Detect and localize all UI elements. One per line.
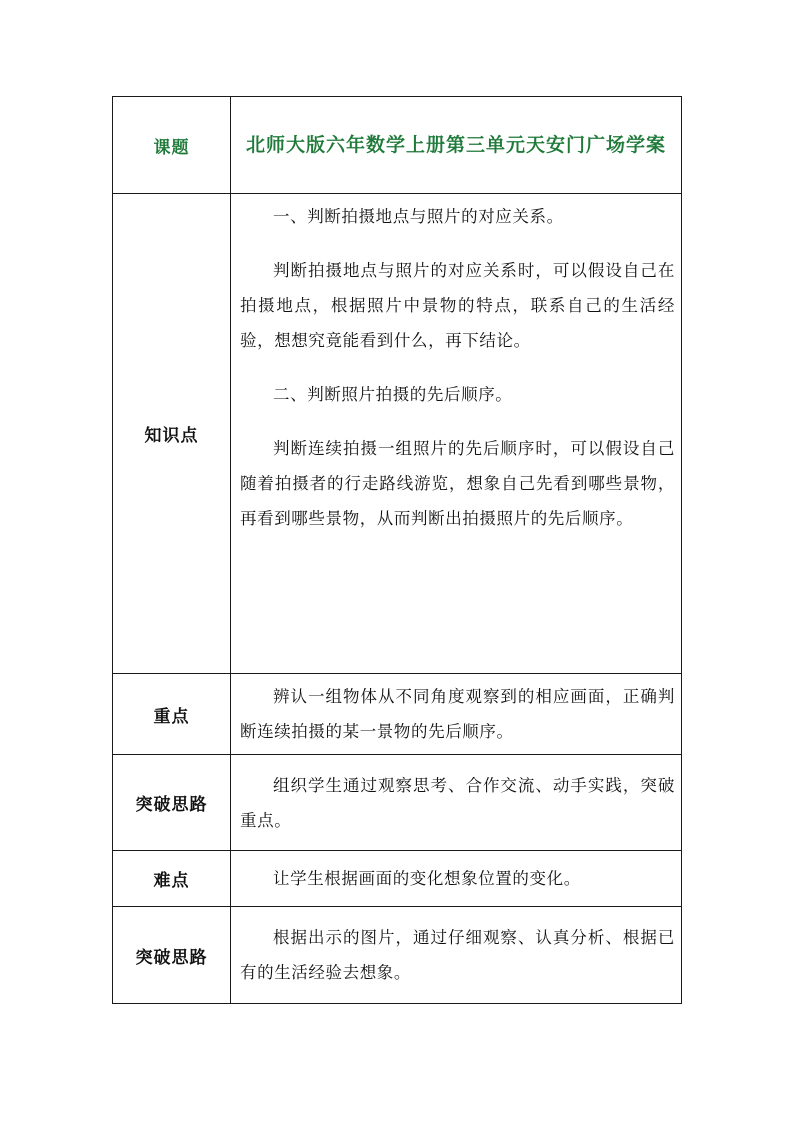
- row-key-point: [113, 674, 682, 755]
- row-key-approach: [113, 755, 682, 851]
- key-point-text: 辨认一组物体从不同角度观察到的相应画面，正确判断连续拍摄的某一景物的先后顺序。: [240, 687, 675, 741]
- key-approach-content: [231, 755, 682, 851]
- difficulty-approach-label: 突破思路: [113, 907, 231, 1004]
- lesson-title: 北师大版六年数学上册第三单元天安门广场学案: [231, 97, 682, 194]
- row-difficulty-approach: [113, 907, 682, 1004]
- row-knowledge: [113, 194, 682, 674]
- difficulty-content: [231, 851, 682, 907]
- row-title: [113, 97, 682, 194]
- key-approach-text: 组织学生通过观察思考、合作交流、动手实践，突破重点。: [240, 775, 675, 830]
- difficulty-approach-text: 根据出示的图片，通过仔细观察、认真分析、根据已有的生活经验去想象。: [240, 928, 675, 982]
- knowledge-paragraph: 判断拍摄地点与照片的对应关系时，可以假设自己在拍摄地点，根据照片中景物的特点，联系自己的生活经验，想想究竟能看到什么，再下结论。: [240, 261, 675, 350]
- lesson-plan-table: [112, 96, 682, 1004]
- key-approach-label: 突破思路: [113, 755, 231, 851]
- knowledge-paragraph: 一、判断拍摄地点与照片的对应关系。: [273, 207, 564, 226]
- knowledge-paragraph: 二、判断照片拍摄的先后顺序。: [273, 385, 513, 404]
- difficulty-text: 让学生根据画面的变化想象位置的变化。: [273, 869, 581, 888]
- knowledge-label: 知识点: [113, 194, 231, 674]
- title-label: 课题: [113, 97, 231, 194]
- knowledge-content: [231, 194, 682, 674]
- difficulty-label: 难点: [113, 851, 231, 907]
- key-point-label: 重点: [113, 674, 231, 755]
- key-point-content: [231, 674, 682, 755]
- knowledge-paragraph: 判断连续拍摄一组照片的先后顺序时，可以假设自己随着拍摄者的行走路线游览，想象自己先看到哪些景物，再看到哪些景物，从而判断出拍摄照片的先后顺序。: [240, 439, 675, 528]
- difficulty-approach-content: [231, 907, 682, 1004]
- row-difficulty: [113, 851, 682, 907]
